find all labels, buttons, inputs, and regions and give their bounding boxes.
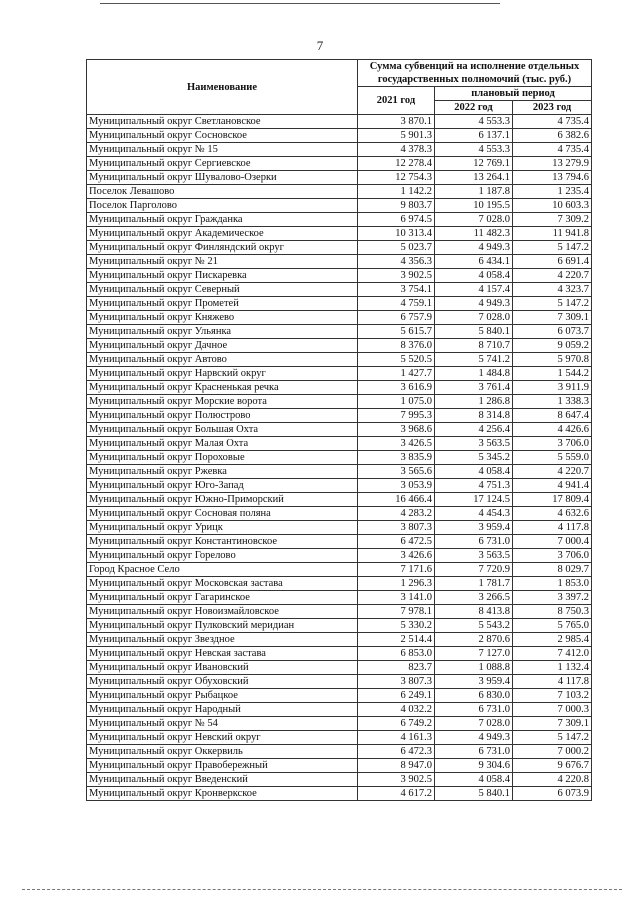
- table-row: [87, 297, 592, 311]
- table-row: [87, 773, 592, 787]
- cell-2022: 4 751.3: [435, 479, 513, 493]
- cell-2022: 7 028.0: [435, 717, 513, 731]
- cell-2021: 1 296.3: [358, 577, 435, 591]
- cell-name: Муниципальный округ Оккервиль: [87, 745, 358, 759]
- table-row: [87, 143, 592, 157]
- bottom-rule: [22, 889, 622, 890]
- table-row: [87, 549, 592, 563]
- cell-2022: 3 959.4: [435, 675, 513, 689]
- cell-2022: 1 088.8: [435, 661, 513, 675]
- table-body: [87, 115, 592, 801]
- cell-2021: 5 520.5: [358, 353, 435, 367]
- cell-2022: 10 195.5: [435, 199, 513, 213]
- table-row: [87, 507, 592, 521]
- cell-name: Муниципальный округ Гагаринское: [87, 591, 358, 605]
- header-year-2021: 2021 год: [358, 87, 435, 115]
- cell-name: Муниципальный округ Шувалово-Озерки: [87, 171, 358, 185]
- cell-name: Муниципальный округ Введенский: [87, 773, 358, 787]
- cell-2021: 6 472.3: [358, 745, 435, 759]
- cell-2022: 12 769.1: [435, 157, 513, 171]
- cell-2022: 1 484.8: [435, 367, 513, 381]
- cell-2023: 5 970.8: [513, 353, 592, 367]
- cell-name: Муниципальный округ Юго-Запад: [87, 479, 358, 493]
- cell-2021: 3 141.0: [358, 591, 435, 605]
- cell-name: Муниципальный округ Нарвский округ: [87, 367, 358, 381]
- table-row: [87, 157, 592, 171]
- cell-name: Муниципальный округ Правобережный: [87, 759, 358, 773]
- cell-2022: 4 058.4: [435, 269, 513, 283]
- table-row: [87, 759, 592, 773]
- cell-2021: 3 870.1: [358, 115, 435, 129]
- cell-2021: 3 902.5: [358, 773, 435, 787]
- cell-2022: 6 434.1: [435, 255, 513, 269]
- header-year-2022: 2022 год: [435, 101, 513, 115]
- table-row: [87, 479, 592, 493]
- cell-name: Муниципальный округ Автово: [87, 353, 358, 367]
- cell-name: Муниципальный округ Невская застава: [87, 647, 358, 661]
- header-subsidy-sum: Сумма субвенций на исполнение отдельных государственных полномочий (тыс. руб.): [358, 60, 592, 87]
- cell-name: Муниципальный округ Малая Охта: [87, 437, 358, 451]
- cell-2021: 4 161.3: [358, 731, 435, 745]
- table-row: [87, 521, 592, 535]
- cell-name: Муниципальный округ Северный: [87, 283, 358, 297]
- cell-2022: 8 413.8: [435, 605, 513, 619]
- cell-2022: 4 949.3: [435, 731, 513, 745]
- cell-2022: 5 741.2: [435, 353, 513, 367]
- cell-2023: 2 985.4: [513, 633, 592, 647]
- cell-2023: 7 000.3: [513, 703, 592, 717]
- cell-2023: 4 117.8: [513, 675, 592, 689]
- cell-2021: 3 426.5: [358, 437, 435, 451]
- cell-2023: 9 059.2: [513, 339, 592, 353]
- cell-name: Муниципальный округ Дачное: [87, 339, 358, 353]
- table-row: [87, 213, 592, 227]
- cell-name: Муниципальный округ Пискаревка: [87, 269, 358, 283]
- cell-2023: 3 706.0: [513, 549, 592, 563]
- table-row: [87, 465, 592, 479]
- table-row: [87, 675, 592, 689]
- cell-2023: 4 632.6: [513, 507, 592, 521]
- cell-2022: 6 830.0: [435, 689, 513, 703]
- cell-2022: 5 840.1: [435, 325, 513, 339]
- cell-2022: 3 959.4: [435, 521, 513, 535]
- cell-2023: 4 220.7: [513, 465, 592, 479]
- cell-name: Муниципальный округ Обуховский: [87, 675, 358, 689]
- cell-2023: 3 911.9: [513, 381, 592, 395]
- cell-2021: 5 901.3: [358, 129, 435, 143]
- cell-name: Муниципальный округ № 21: [87, 255, 358, 269]
- cell-2023: 7 309.1: [513, 717, 592, 731]
- cell-name: Муниципальный округ Большая Охта: [87, 423, 358, 437]
- table-row: [87, 633, 592, 647]
- cell-name: Муниципальный округ Народный: [87, 703, 358, 717]
- cell-2023: 1 853.0: [513, 577, 592, 591]
- cell-2023: 1 235.4: [513, 185, 592, 199]
- cell-2022: 7 028.0: [435, 213, 513, 227]
- cell-2022: 2 870.6: [435, 633, 513, 647]
- table-row: [87, 451, 592, 465]
- cell-2022: 5 840.1: [435, 787, 513, 801]
- cell-name: Муниципальный округ Финляндский округ: [87, 241, 358, 255]
- cell-2023: 7 000.4: [513, 535, 592, 549]
- header-name: Наименование: [87, 60, 358, 115]
- cell-2022: 8 314.8: [435, 409, 513, 423]
- table-row: [87, 563, 592, 577]
- cell-name: Муниципальный округ Невский округ: [87, 731, 358, 745]
- cell-2022: 3 266.5: [435, 591, 513, 605]
- cell-2022: 4 949.3: [435, 297, 513, 311]
- cell-2021: 6 472.5: [358, 535, 435, 549]
- table-row: [87, 787, 592, 801]
- cell-2021: 7 978.1: [358, 605, 435, 619]
- cell-2023: 7 103.2: [513, 689, 592, 703]
- cell-2021: 4 617.2: [358, 787, 435, 801]
- cell-2023: 1 544.2: [513, 367, 592, 381]
- cell-2021: 4 356.3: [358, 255, 435, 269]
- cell-2021: 6 974.5: [358, 213, 435, 227]
- cell-2023: 4 220.8: [513, 773, 592, 787]
- cell-2023: 3 397.2: [513, 591, 592, 605]
- cell-2023: 4 220.7: [513, 269, 592, 283]
- cell-name: Муниципальный округ № 54: [87, 717, 358, 731]
- cell-2022: 11 482.3: [435, 227, 513, 241]
- cell-2023: 7 309.2: [513, 213, 592, 227]
- cell-2023: 8 750.3: [513, 605, 592, 619]
- table-row: [87, 353, 592, 367]
- cell-2021: 3 616.9: [358, 381, 435, 395]
- cell-2023: 17 809.4: [513, 493, 592, 507]
- table-row: [87, 619, 592, 633]
- table-row: [87, 325, 592, 339]
- cell-2022: 3 761.4: [435, 381, 513, 395]
- cell-2022: 5 543.2: [435, 619, 513, 633]
- cell-2023: 6 382.6: [513, 129, 592, 143]
- table-row: [87, 339, 592, 353]
- cell-name: Муниципальный округ Ульянка: [87, 325, 358, 339]
- cell-name: Муниципальный округ Гражданка: [87, 213, 358, 227]
- cell-name: Муниципальный округ Академическое: [87, 227, 358, 241]
- cell-2021: 6 249.1: [358, 689, 435, 703]
- cell-2021: 4 032.2: [358, 703, 435, 717]
- cell-2023: 5 147.2: [513, 731, 592, 745]
- cell-name: Муниципальный округ Полюстрово: [87, 409, 358, 423]
- cell-2022: 6 731.0: [435, 535, 513, 549]
- cell-2023: 4 735.4: [513, 143, 592, 157]
- cell-2021: 2 514.4: [358, 633, 435, 647]
- cell-name: Муниципальный округ Сергиевское: [87, 157, 358, 171]
- cell-name: Муниципальный округ Сосновское: [87, 129, 358, 143]
- cell-2022: 4 553.3: [435, 143, 513, 157]
- cell-2023: 13 794.6: [513, 171, 592, 185]
- cell-2021: 7 995.3: [358, 409, 435, 423]
- cell-2023: 7 412.0: [513, 647, 592, 661]
- cell-2022: 4 256.4: [435, 423, 513, 437]
- table-row: [87, 605, 592, 619]
- cell-2023: 8 647.4: [513, 409, 592, 423]
- cell-2023: 6 073.7: [513, 325, 592, 339]
- cell-2021: 5 023.7: [358, 241, 435, 255]
- table-row: [87, 493, 592, 507]
- cell-2023: 3 706.0: [513, 437, 592, 451]
- cell-2022: 9 304.6: [435, 759, 513, 773]
- table-row: [87, 745, 592, 759]
- cell-name: Муниципальный округ Горелово: [87, 549, 358, 563]
- cell-2021: 9 803.7: [358, 199, 435, 213]
- cell-name: Муниципальный округ Прометей: [87, 297, 358, 311]
- cell-2021: 5 330.2: [358, 619, 435, 633]
- table-row: [87, 199, 592, 213]
- table-row: [87, 703, 592, 717]
- table-row: [87, 731, 592, 745]
- table-row: [87, 717, 592, 731]
- cell-2022: 3 563.5: [435, 549, 513, 563]
- table-row: [87, 689, 592, 703]
- cell-2021: 6 749.2: [358, 717, 435, 731]
- cell-name: Муниципальный округ Звездное: [87, 633, 358, 647]
- cell-2021: 823.7: [358, 661, 435, 675]
- cell-name: Поселок Парголово: [87, 199, 358, 213]
- cell-2021: 4 378.3: [358, 143, 435, 157]
- cell-2023: 4 117.8: [513, 521, 592, 535]
- cell-2023: 7 309.1: [513, 311, 592, 325]
- cell-2023: 5 147.2: [513, 241, 592, 255]
- cell-name: Муниципальный округ Пороховые: [87, 451, 358, 465]
- table-row: [87, 535, 592, 549]
- table-row: [87, 577, 592, 591]
- table-row: [87, 395, 592, 409]
- cell-2023: 11 941.8: [513, 227, 592, 241]
- table-row: [87, 255, 592, 269]
- cell-2022: 7 720.9: [435, 563, 513, 577]
- cell-2021: 4 283.2: [358, 507, 435, 521]
- table-row: [87, 269, 592, 283]
- cell-2021: 3 426.6: [358, 549, 435, 563]
- cell-name: Муниципальный округ Ивановский: [87, 661, 358, 675]
- cell-2023: 6 691.4: [513, 255, 592, 269]
- cell-2022: 1 187.8: [435, 185, 513, 199]
- cell-2022: 4 058.4: [435, 465, 513, 479]
- cell-2023: 5 559.0: [513, 451, 592, 465]
- cell-2021: 3 053.9: [358, 479, 435, 493]
- cell-name: Муниципальный округ Пулковский меридиан: [87, 619, 358, 633]
- cell-2022: 6 137.1: [435, 129, 513, 143]
- cell-name: Муниципальный округ Константиновское: [87, 535, 358, 549]
- cell-2021: 10 313.4: [358, 227, 435, 241]
- cell-name: Муниципальный округ Урицк: [87, 521, 358, 535]
- cell-name: Муниципальный округ Светлановское: [87, 115, 358, 129]
- table-row: [87, 171, 592, 185]
- table-row: [87, 647, 592, 661]
- cell-name: Муниципальный округ Княжево: [87, 311, 358, 325]
- table-row: [87, 185, 592, 199]
- cell-2022: 8 710.7: [435, 339, 513, 353]
- cell-2021: 3 754.1: [358, 283, 435, 297]
- cell-2022: 6 731.0: [435, 703, 513, 717]
- cell-2022: 3 563.5: [435, 437, 513, 451]
- cell-name: Муниципальный округ Новоизмайловское: [87, 605, 358, 619]
- cell-2021: 7 171.6: [358, 563, 435, 577]
- cell-2022: 1 781.7: [435, 577, 513, 591]
- cell-name: Муниципальный округ Морские ворота: [87, 395, 358, 409]
- cell-2023: 5 147.2: [513, 297, 592, 311]
- cell-name: Муниципальный округ Ржевка: [87, 465, 358, 479]
- cell-2023: 7 000.2: [513, 745, 592, 759]
- cell-name: Поселок Левашово: [87, 185, 358, 199]
- cell-2021: 8 376.0: [358, 339, 435, 353]
- cell-name: Муниципальный округ Красненькая речка: [87, 381, 358, 395]
- cell-2022: 1 286.8: [435, 395, 513, 409]
- cell-name: Город Красное Село: [87, 563, 358, 577]
- cell-2022: 13 264.1: [435, 171, 513, 185]
- table-row: [87, 129, 592, 143]
- table-row: [87, 409, 592, 423]
- cell-2021: 6 757.9: [358, 311, 435, 325]
- cell-2023: 4 941.4: [513, 479, 592, 493]
- table-row: [87, 283, 592, 297]
- cell-2022: 7 028.0: [435, 311, 513, 325]
- cell-name: Муниципальный округ Южно-Приморский: [87, 493, 358, 507]
- cell-name: Муниципальный округ Сосновая поляна: [87, 507, 358, 521]
- table-row: [87, 591, 592, 605]
- cell-2023: 5 765.0: [513, 619, 592, 633]
- top-rule: [100, 3, 500, 4]
- cell-2023: 9 676.7: [513, 759, 592, 773]
- cell-2021: 3 565.6: [358, 465, 435, 479]
- cell-name: Муниципальный округ Московская застава: [87, 577, 358, 591]
- cell-name: Муниципальный округ Кронверкское: [87, 787, 358, 801]
- cell-2022: 4 553.3: [435, 115, 513, 129]
- table-row: [87, 227, 592, 241]
- cell-name: Муниципальный округ Рыбацкое: [87, 689, 358, 703]
- cell-2022: 17 124.5: [435, 493, 513, 507]
- table-row: [87, 241, 592, 255]
- cell-2021: 6 853.0: [358, 647, 435, 661]
- table-row: [87, 115, 592, 129]
- cell-2021: 1 142.2: [358, 185, 435, 199]
- cell-2023: 1 132.4: [513, 661, 592, 675]
- table-row: [87, 437, 592, 451]
- cell-2023: 10 603.3: [513, 199, 592, 213]
- cell-2023: 4 323.7: [513, 283, 592, 297]
- cell-2022: 4 454.3: [435, 507, 513, 521]
- page-number: 7: [316, 38, 324, 53]
- cell-2021: 16 466.4: [358, 493, 435, 507]
- subsidies-table: [86, 59, 592, 801]
- cell-name: Муниципальный округ № 15: [87, 143, 358, 157]
- cell-2023: 13 279.9: [513, 157, 592, 171]
- cell-2022: 4 949.3: [435, 241, 513, 255]
- cell-2023: 1 338.3: [513, 395, 592, 409]
- cell-2023: 4 735.4: [513, 115, 592, 129]
- cell-2021: 8 947.0: [358, 759, 435, 773]
- cell-2022: 6 731.0: [435, 745, 513, 759]
- header-planning-period: плановый период: [435, 87, 592, 101]
- table-row: [87, 311, 592, 325]
- table-row: [87, 423, 592, 437]
- table-row: [87, 381, 592, 395]
- cell-2023: 8 029.7: [513, 563, 592, 577]
- table-row: [87, 661, 592, 675]
- cell-2022: 5 345.2: [435, 451, 513, 465]
- cell-2021: 12 754.3: [358, 171, 435, 185]
- cell-2021: 3 968.6: [358, 423, 435, 437]
- cell-2021: 3 835.9: [358, 451, 435, 465]
- cell-2021: 12 278.4: [358, 157, 435, 171]
- cell-2021: 3 902.5: [358, 269, 435, 283]
- cell-2021: 1 427.7: [358, 367, 435, 381]
- cell-2021: 1 075.0: [358, 395, 435, 409]
- header-year-2023: 2023 год: [513, 101, 592, 115]
- cell-2023: 6 073.9: [513, 787, 592, 801]
- cell-2022: 4 157.4: [435, 283, 513, 297]
- cell-2021: 3 807.3: [358, 521, 435, 535]
- cell-2022: 4 058.4: [435, 773, 513, 787]
- cell-2021: 5 615.7: [358, 325, 435, 339]
- cell-2021: 3 807.3: [358, 675, 435, 689]
- cell-2021: 4 759.1: [358, 297, 435, 311]
- cell-2023: 4 426.6: [513, 423, 592, 437]
- cell-2022: 7 127.0: [435, 647, 513, 661]
- table-row: [87, 367, 592, 381]
